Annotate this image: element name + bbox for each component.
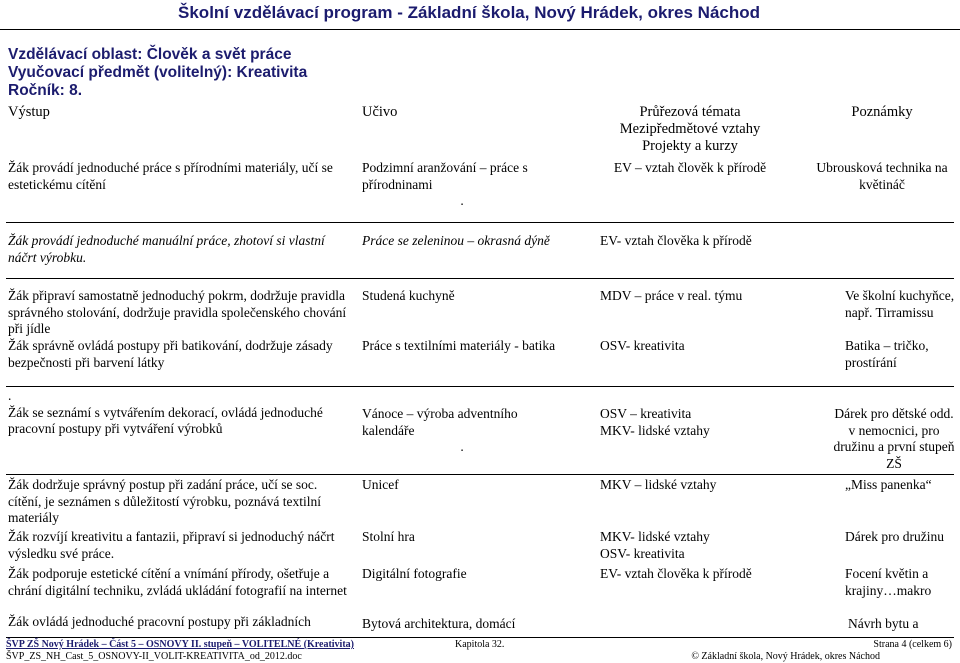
footer-filename: ŠVP_ZS_NH_Cast_5_OSNOVY-II_VOLIT-KREATIVITA_od_2012.doc [6, 651, 302, 662]
footer-doc-title: ŠVP ZŠ Nový Hrádek – Část 5 – OSNOVY II. stupeň – VOLITELNÉ (Kreativita) [6, 639, 354, 650]
row-divider [6, 386, 954, 387]
row-8-temata: EV- vztah člověka k přírodě [600, 566, 752, 581]
row-2-temata: EV- vztah člověka k přírodě [600, 233, 752, 248]
row-3-ucivo: Studená kuchyně [362, 288, 455, 303]
row-divider [6, 474, 954, 475]
row-divider [6, 222, 954, 223]
row-6-poznamky: „Miss panenka“ [845, 477, 932, 492]
footer-page: Strana 4 (celkem 6) [873, 639, 952, 650]
row-9-ucivo: Bytová architektura, domácí [362, 616, 516, 631]
row-1-poznamky: Ubrousková technika na květináč [816, 160, 948, 192]
row-4-temata: OSV- kreativita [600, 338, 685, 353]
column-header-poznamky: Poznámky [851, 104, 913, 120]
page-header [0, 0, 960, 30]
row-6-vystup: Žák dodržuje správný postup při zadání práce, učí se soc. cítění, je seznámen s důležitostí výrobku, poznává textilní materiály [8, 477, 322, 525]
column-header-ucivo: Učivo [362, 104, 398, 120]
meta-grade: Ročník: 8. [8, 82, 83, 99]
row-7-ucivo: Stolní hra [362, 529, 415, 544]
row-3-temata: MDV – práce v real. týmu [600, 288, 743, 303]
row-8-ucivo: Digitální fotografie [362, 566, 467, 581]
meta-subject: Vyučovací předmět (volitelný): Kreativita [8, 64, 308, 81]
row-divider [6, 278, 954, 279]
row-7-vystup: Žák rozvíjí kreativitu a fantazii, připraví si jednoduchý náčrt výsledku své práce. [8, 529, 335, 561]
column-header-temata: Průřezová témata Mezipředmětové vztahy Projekty a kurzy [619, 104, 761, 154]
row-5-temata: OSV – kreativita MKV- lidské vztahy [600, 406, 710, 438]
document-meta [8, 46, 307, 100]
row-5-ucivo: Vánoce – výroba adventního kalendáře . [362, 406, 518, 454]
footer-chapter: Kapitola 32. [455, 639, 505, 650]
row-3-vystup: Žák připraví samostatně jednoduchý pokrm, dodržuje pravidla správného stolování, dodržuje pravidla společenského chování při jídle [8, 288, 347, 336]
row-9-vystup: Žák ovládá jednoduché pracovní postupy při základních [8, 614, 311, 629]
row-5-vystup: . Žák se seznámí s vytvářením dekorací, ovládá jednoduché pracovní postupy při vytváření výrobků [8, 388, 323, 436]
row-3-poznamky: Ve školní kuchyňce, např. Tirramissu [845, 288, 955, 320]
header-title: Školní vzdělávací program - Základní škola, Nový Hrádek, okres Náchod [178, 3, 760, 22]
row-1-vystup: Žák provádí jednoduché práce s přírodními materiály, učí se estetickému cítění [8, 160, 333, 192]
row-1-ucivo: Podzimní aranžování – práce s přírodninami . [362, 160, 528, 208]
footer-divider [6, 637, 954, 638]
meta-area: Vzdělávací oblast: Člověk a svět práce [8, 46, 292, 63]
row-7-poznamky: Dárek pro družinu [845, 529, 944, 544]
row-5-poznamky: Dárek pro dětské odd. v nemocnici, pro družinu a první stupeň ZŠ [833, 406, 955, 471]
row-7-temata: MKV- lidské vztahy OSV- kreativita [600, 529, 710, 561]
row-9-poznamky: Návrh bytu a [848, 616, 919, 631]
row-1-temata: EV – vztah člověk k přírodě [613, 160, 767, 175]
row-2-ucivo: Práce se zeleninou – okrasná dýně [362, 233, 550, 248]
column-header-vystup: Výstup [8, 104, 50, 120]
row-8-vystup: Žák podporuje estetické cítění a vnímání přírody, ošetřuje a chrání digitální techniku, zvládá ukládání fotografií na internet [8, 566, 347, 598]
row-6-ucivo: Unicef [362, 477, 399, 492]
footer-copyright: © Základní škola, Nový Hrádek, okres Náchod [691, 651, 880, 662]
row-4-ucivo: Práce s textilními materiály - batika [362, 338, 556, 353]
row-4-poznamky: Batika – tričko, prostírání [845, 338, 929, 370]
row-6-temata: MKV – lidské vztahy [600, 477, 717, 492]
row-8-poznamky: Focení květin a krajiny…makro [845, 566, 932, 598]
row-4-vystup: Žák správně ovládá postupy při batikování, dodržuje zásady bezpečnosti při barvení látky [8, 338, 333, 370]
row-2-vystup: Žák provádí jednoduché manuální práce, zhotoví si vlastní náčrt výrobku. [8, 233, 325, 265]
